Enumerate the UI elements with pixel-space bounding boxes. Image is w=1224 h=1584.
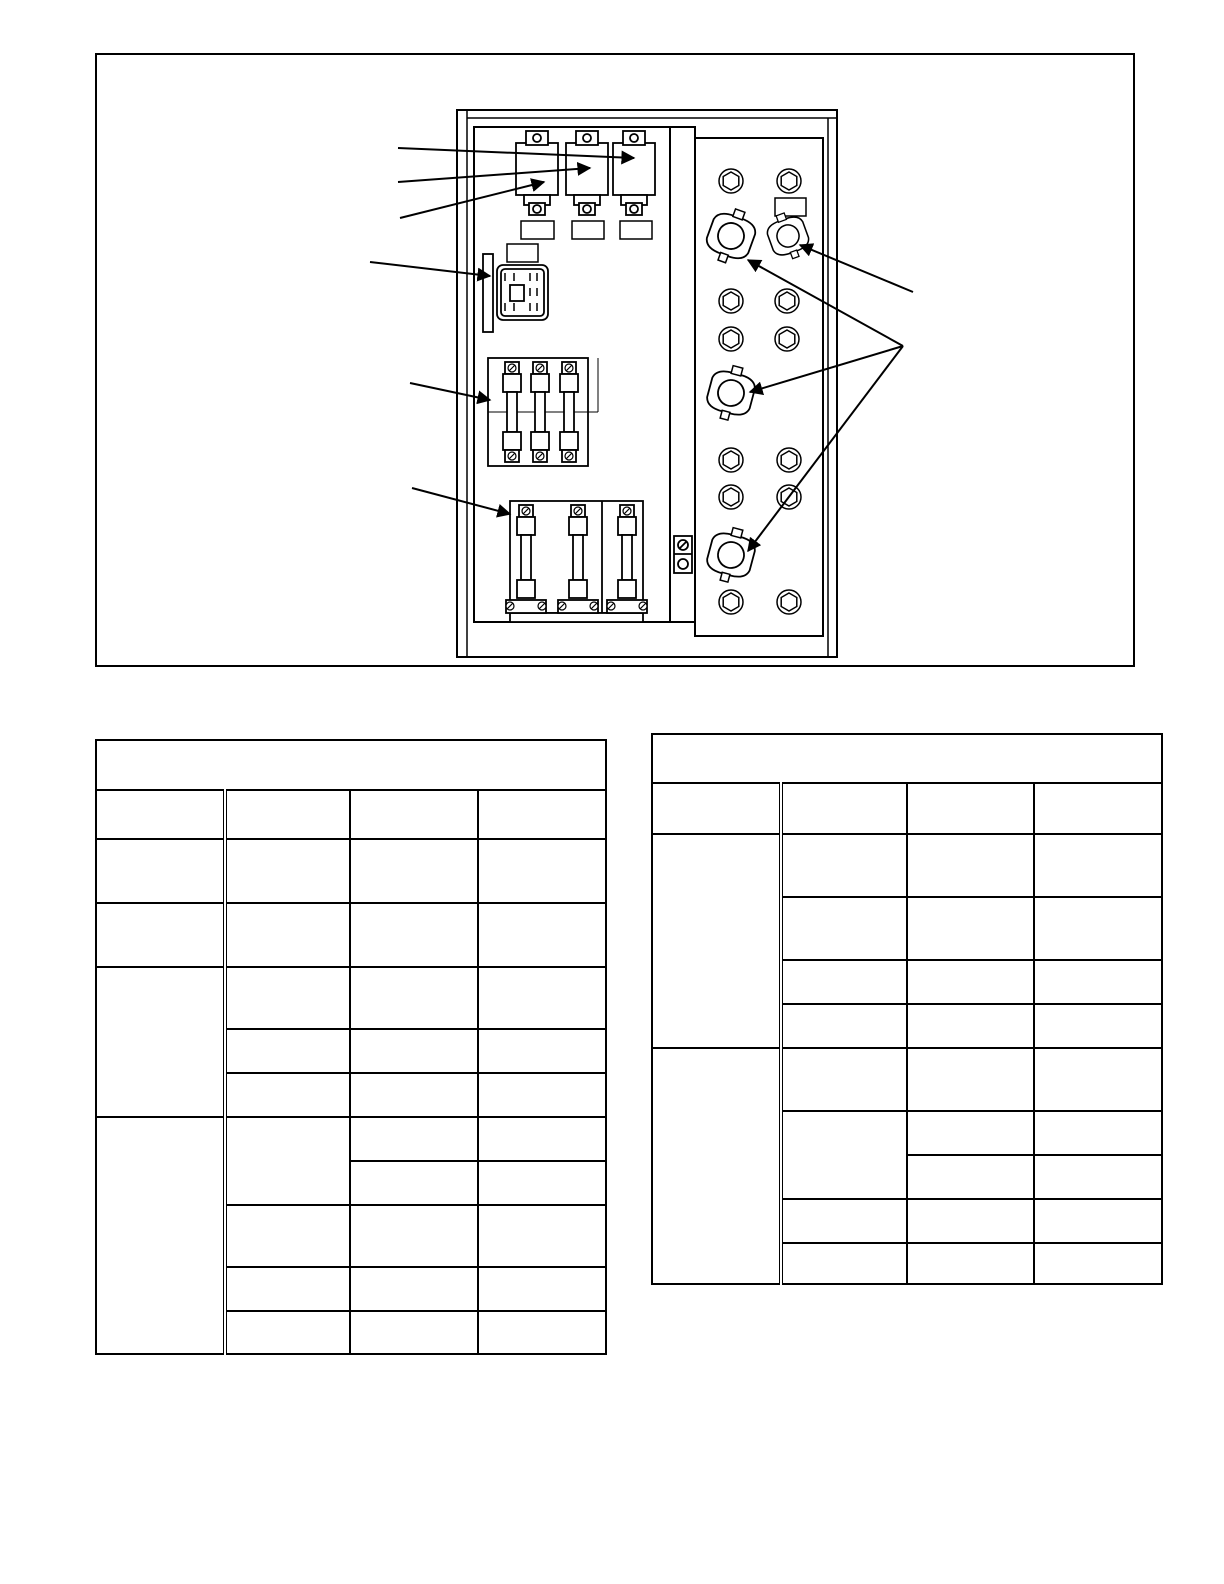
right-header-cell xyxy=(781,783,907,834)
table-row xyxy=(652,834,1162,897)
table-row xyxy=(96,839,606,903)
relays xyxy=(516,131,655,215)
left-header-cell xyxy=(478,790,606,839)
left-header-cell xyxy=(96,790,225,839)
right-table-title xyxy=(652,734,1162,783)
control-box-diagram xyxy=(0,0,1224,700)
left-header-cell xyxy=(350,790,478,839)
right-header-cell xyxy=(907,783,1034,834)
left-header-cell xyxy=(225,790,350,839)
ground-terminal xyxy=(674,536,692,573)
fuse-block-lower xyxy=(506,501,647,622)
table-row xyxy=(96,1117,606,1161)
right-header-cell xyxy=(1034,783,1162,834)
left-table xyxy=(95,739,607,1355)
table-row xyxy=(652,1048,1162,1111)
table-row xyxy=(96,903,606,967)
relay-labels xyxy=(507,198,806,262)
fuse-block-upper xyxy=(488,358,598,466)
control-relay xyxy=(483,254,548,332)
left-table-title xyxy=(96,740,606,790)
right-header-cell xyxy=(652,783,781,834)
right-table xyxy=(651,733,1163,1285)
table-row xyxy=(96,967,606,1029)
limit-switches xyxy=(701,203,813,587)
